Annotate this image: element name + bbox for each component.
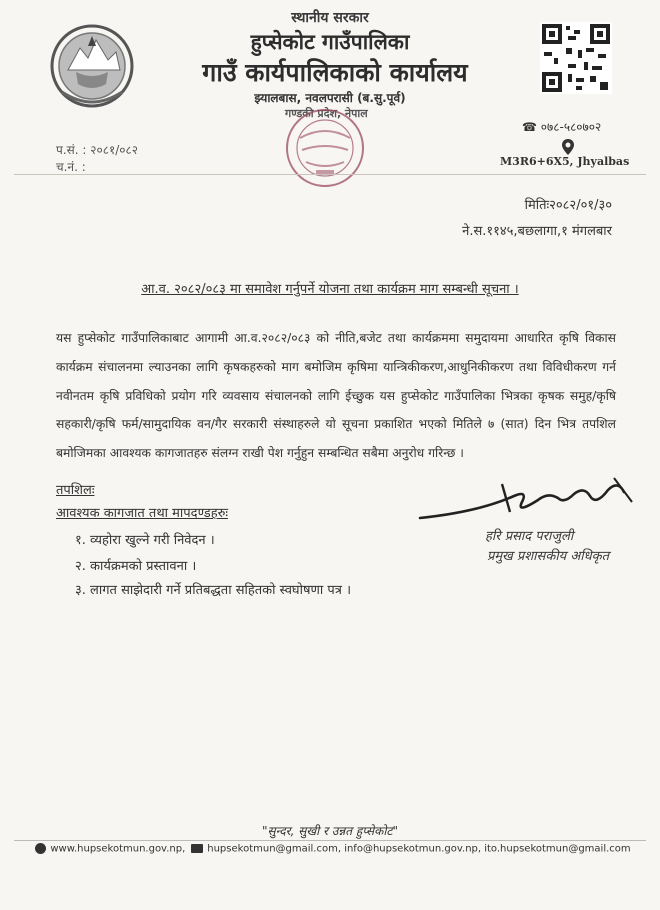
footer-slogan: "सुन्दर, सुखी र उन्नत हुप्सेकोट" [261, 824, 399, 838]
header-province: गण्डकी प्रदेश, नेपाल [285, 107, 368, 120]
footer-website[interactable]: www.hupsekotmun.gov.np, [50, 843, 186, 855]
footer-contacts [0, 843, 660, 855]
footer-emails[interactable]: hupsekotmun@gmail.com, info@hupsekotmun.gov.np, ito.hupsekotmun@gmail.com [207, 843, 631, 855]
details-heading: तपशिलः [56, 483, 95, 498]
dispatch-number: च.नं. : [56, 160, 86, 174]
office-seal-stamp [278, 104, 372, 192]
mail-icon [191, 844, 203, 853]
notice-body: यस हुप्सेकोट गाउँपालिकाबाट आगामी आ.व.२०८२/०८३ को नीति,बजेट तथा कार्यक्रममा समुदायमा आधारित कृषि विकास कार्यक्रम संचालनमा ल्याउनका लागि कृषकहरुको माग बमोजिम कृषिमा यान्त्रिकीकरण,आधुनिकीकरण तथा विविधीकरण गर्न नवीनतम कृषि प्रविधिको प्रयोग गरि व्यवसाय संचालनको लागि ईच्छुक यस हुप्सेकोट गाउँपालिका भित्रका कृषक समुह/कृषि सहकारी/कृषि फर्म/सामुदायिक वन/गैर सरकारी संस्थाहरुले यो सूचना प्रकाशित भएको मितिले ७ (सात) दिन भित्र तपशिल बमोजिमका आवश्यक कागजातहरु संलग्न राखी पेश गर्नुहुन सम्बन्धित सबैमा अनुरोध गरिन्छ । [56, 331, 616, 461]
phone-number: ☎ ०७८-५८०७०२ [522, 120, 602, 134]
signatory-title: प्रमुख प्रशासकीय अधिकृत [487, 549, 610, 564]
header-divider [14, 174, 646, 175]
date-bs: मितिः२०८२/०१/३० [524, 198, 612, 213]
header-municipality-name: हुप्सेकोट गाउँपालिका [250, 30, 410, 54]
notice-subject: आ.व. २०८२/०८३ मा समावेश गर्नुपर्ने योजना तथा कार्यक्रम माग सम्बन्धी सूचना । [141, 282, 519, 297]
location-pin-icon [560, 138, 576, 156]
globe-icon [35, 843, 46, 854]
signatory-name: हरि प्रसाद पराजुली [485, 529, 574, 544]
header-local-government: स्थानीय सरकार [291, 10, 369, 26]
list-item: ३. लागत साझेदारी गर्ने प्रतिबद्धता सहितको स्वघोषणा पत्र । [75, 583, 352, 598]
phone-icon: ☎ [522, 120, 537, 134]
header-office-name: गाउँ कार्यपालिकाको कार्यालय [202, 58, 468, 87]
handwritten-signature [418, 472, 636, 526]
header-address: झ्यालबास, नवलपरासी (ब.सु.पूर्व) [254, 91, 406, 105]
required-documents-heading: आवश्यक कागजात तथा मापदण्डहरुः [56, 506, 228, 521]
plus-code-address: M3R6+6X5, Jhyalbas [500, 155, 630, 168]
footer-divider [14, 840, 646, 841]
list-item: १. व्यहोरा खुल्ने गरी निवेदन । [75, 533, 215, 548]
list-item: २. कार्यक्रमको प्रस्तावना । [75, 559, 197, 574]
letter-number: प.सं. : २०८१/०८२ [56, 143, 138, 157]
date-ns: ने.स.११४५,बछलागा,१ मंगलबार [462, 224, 612, 239]
